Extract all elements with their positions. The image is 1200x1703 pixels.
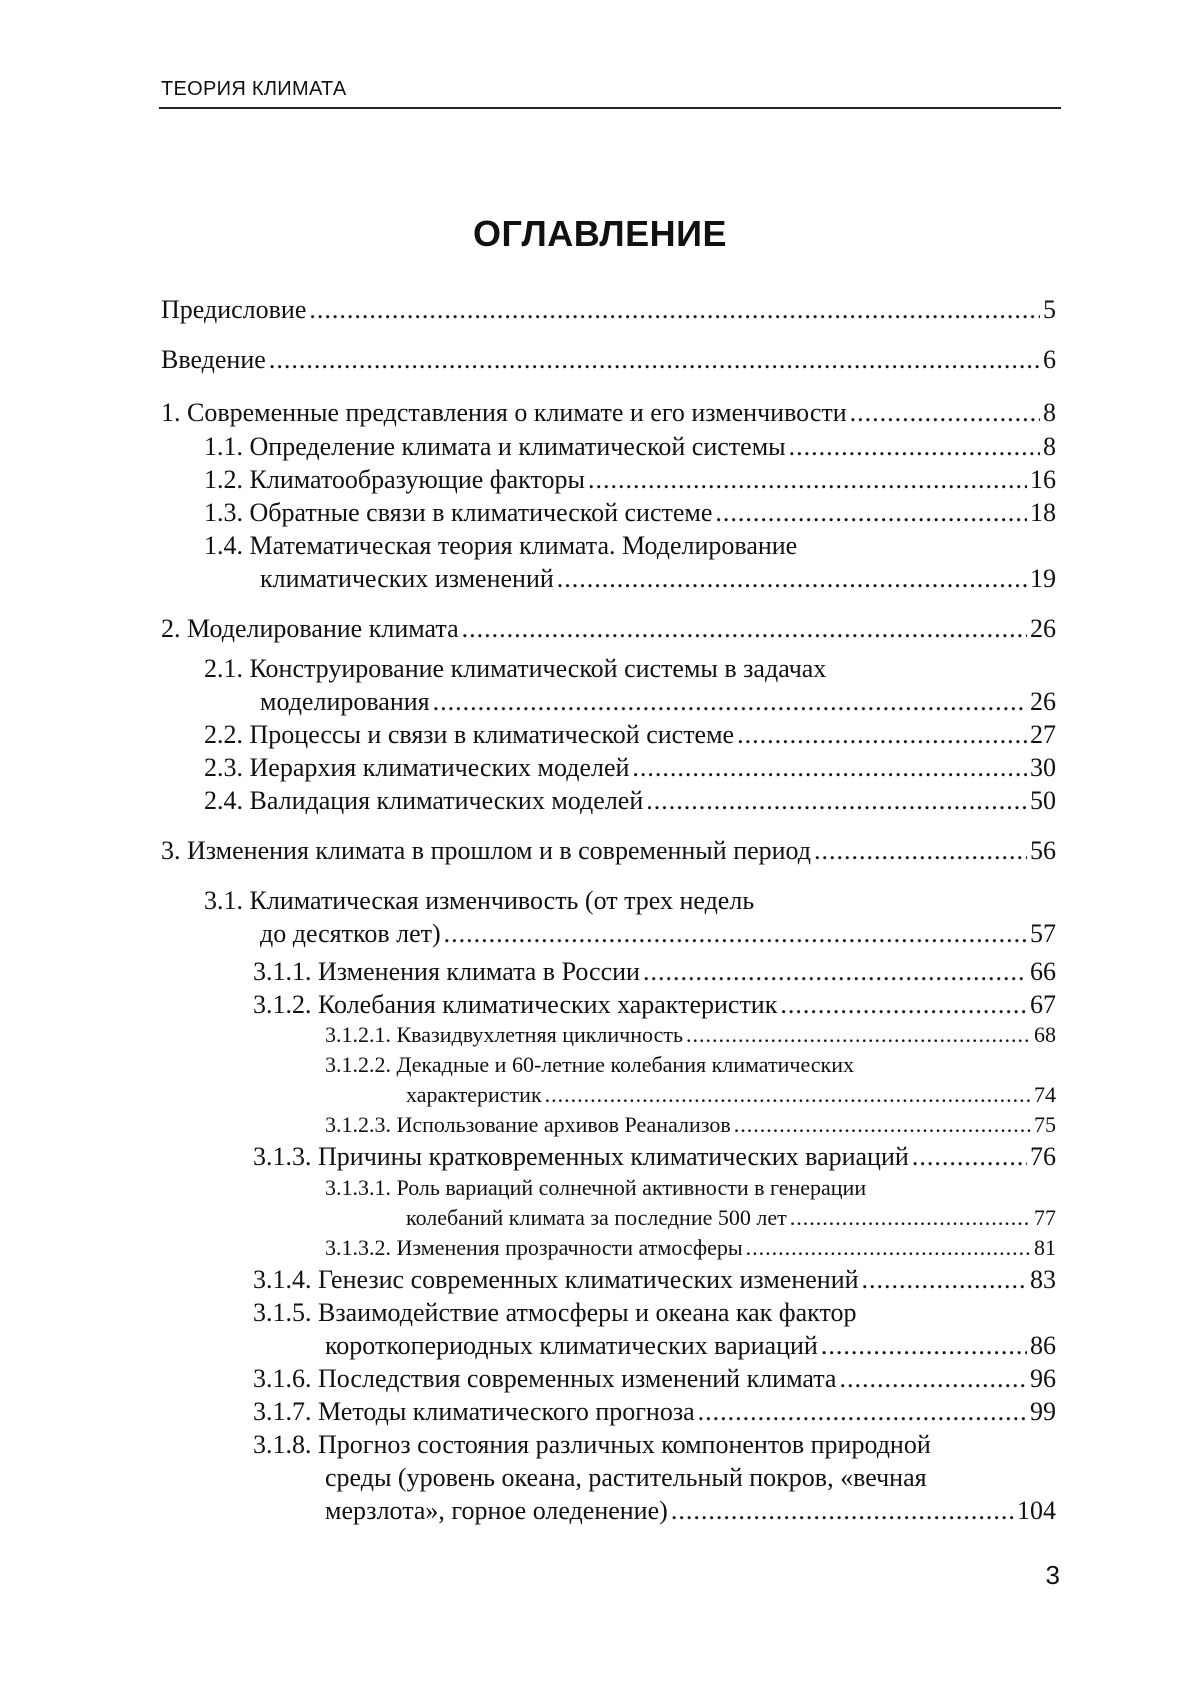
toc-leader-dots [789, 432, 1040, 462]
toc-entry[interactable] [253, 990, 1056, 1020]
toc-entry-title: 3. Изменения климата в прошлом и в современный период [161, 836, 812, 865]
toc-entry-title: 2.2. Процессы и связи в климатической системе [204, 720, 735, 749]
toc-entry-title: характеристик [406, 1082, 542, 1107]
toc-leader-dots [746, 1235, 1031, 1261]
toc-entry-title: 2.3. Иерархия климатических моделей [204, 753, 630, 782]
toc-page-number: 74 [1034, 1082, 1056, 1107]
toc-leader-dots [698, 1397, 1027, 1427]
toc-page-number: 8 [1043, 398, 1056, 427]
toc-entry[interactable] [260, 687, 1056, 717]
toc-leader-dots [814, 836, 1027, 866]
toc-entry[interactable] [204, 465, 1056, 495]
toc-entry-title-line: 3.1.3.1. Роль вариаций солнечной активности в генерации [325, 1175, 867, 1200]
toc-entry-chapter[interactable] [161, 836, 1056, 866]
page-number: 3 [1045, 1560, 1060, 1590]
toc-page-number: 76 [1030, 1142, 1056, 1171]
toc-entry-title: колебаний климата за последние 500 лет [406, 1205, 787, 1230]
toc-entry[interactable] [204, 432, 1056, 462]
toc-entry-title-line: среды (уровень океана, растительный покров, «вечная [325, 1463, 927, 1492]
toc-entry[interactable] [325, 1331, 1056, 1361]
toc-page-number: 68 [1034, 1022, 1056, 1047]
toc-leader-dots [462, 614, 1027, 644]
toc-leader-dots [433, 687, 1027, 717]
toc-leader-dots [850, 398, 1040, 428]
toc-entry-chapter[interactable] [161, 614, 1056, 644]
toc-leader-dots [734, 1112, 1031, 1138]
toc-entry-title-line: 2.1. Конструирование климатической системы в задачах [204, 654, 827, 683]
toc-page-number: 26 [1030, 614, 1056, 643]
toc-page-number: 16 [1030, 465, 1056, 494]
toc-entry-title-line: 3.1.2.2. Декадные и 60-летние колебания климатических [325, 1052, 854, 1077]
toc-page-number: 57 [1030, 919, 1056, 948]
toc-entry[interactable] [253, 957, 1056, 987]
toc-entry-title: 1.1. Определение климата и климатической системы [204, 432, 786, 461]
toc-entry-title-line: 3.1. Климатическая изменчивость (от трех недель [204, 886, 755, 915]
toc-entry[interactable] [204, 720, 1056, 750]
toc-page-number: 99 [1030, 1397, 1056, 1426]
toc-entry-title: 3.1.2.1. Квазидвухлетняя цикличность [325, 1022, 683, 1047]
toc-page-number: 5 [1043, 295, 1056, 324]
toc-leader-dots [643, 957, 1027, 987]
toc-page-number: 8 [1043, 432, 1056, 461]
toc-entry-title-line: 3.1.5. Взаимодействие атмосферы и океана как фактор [253, 1298, 857, 1327]
toc-entry-title: 3.1.7. Методы климатического прогноза [253, 1397, 695, 1426]
toc-entry-title: 1.3. Обратные связи в климатической системе [204, 498, 713, 527]
toc-entry[interactable] [325, 1235, 1056, 1261]
toc-leader-dots [862, 1265, 1027, 1295]
toc-page-number: 26 [1030, 687, 1056, 716]
toc-entry[interactable] [161, 295, 1056, 325]
toc-entry[interactable] [253, 1142, 1056, 1172]
toc-entry-title: 1. Современные представления о климате и его изменчивости [161, 398, 847, 427]
toc-entry-title: мерзлота», горное оледенение) [325, 1496, 668, 1525]
toc-entry-title-line: 3.1.8. Прогноз состояния различных компонентов природной [253, 1430, 931, 1459]
toc-leader-dots [557, 564, 1027, 594]
toc-leader-dots [269, 345, 1040, 375]
toc-entry[interactable] [253, 1397, 1056, 1427]
toc-entry-title: до десятков лет) [260, 919, 441, 948]
toc-leader-dots [671, 1496, 1014, 1526]
toc-entry[interactable] [204, 786, 1056, 816]
toc-page-number: 66 [1030, 957, 1056, 986]
toc-page-number: 104 [1017, 1496, 1056, 1525]
toc-leader-dots [686, 1022, 1031, 1048]
toc-page-number: 67 [1030, 990, 1056, 1019]
toc-entry[interactable] [204, 498, 1056, 528]
toc-entry[interactable] [325, 1112, 1056, 1138]
toc-leader-dots [545, 1082, 1031, 1108]
toc-page-number: 86 [1030, 1331, 1056, 1360]
toc-entry-title: 3.1.3. Причины кратковременных климатических вариаций [253, 1142, 909, 1171]
toc-entry[interactable] [253, 1364, 1056, 1394]
toc-entry-title: короткопериодных климатических вариаций [325, 1331, 818, 1360]
toc-leader-dots [646, 786, 1027, 816]
toc-page-number: 56 [1030, 836, 1056, 865]
toc-leader-dots [737, 720, 1027, 750]
running-head: ТЕОРИЯ КЛИМАТА [161, 78, 347, 100]
header-rule [159, 107, 1061, 109]
toc-entry-title: 1.2. Климатообразующие факторы [204, 465, 585, 494]
toc-leader-dots [715, 498, 1027, 528]
toc-entry[interactable] [260, 564, 1056, 594]
toc-leader-dots [309, 295, 1040, 325]
toc-entry-title: Предисловие [161, 295, 307, 324]
toc-entry[interactable] [325, 1496, 1056, 1526]
toc-entry[interactable] [325, 1022, 1056, 1048]
toc-entry-title-line: 1.4. Математическая теория климата. Моделирование [204, 531, 798, 560]
toc-entry-title: 3.1.2. Колебания климатических характеристик [253, 990, 778, 1019]
toc-entry-title: 3.1.6. Последствия современных изменений климата [253, 1364, 837, 1393]
toc-entry-title: 3.1.3.2. Изменения прозрачности атмосферы [325, 1235, 743, 1260]
toc-page-number: 96 [1030, 1364, 1056, 1393]
page-title: ОГЛАВЛЕНИЕ [472, 213, 728, 254]
toc-page-number: 50 [1030, 786, 1056, 815]
toc-page-number: 77 [1034, 1205, 1056, 1230]
toc-leader-dots [912, 1142, 1027, 1172]
toc-leader-dots [444, 919, 1027, 949]
toc-entry-title: моделирования [260, 687, 430, 716]
toc-entry-title: 2. Моделирование климата [161, 614, 459, 643]
toc-page-number: 30 [1030, 753, 1056, 782]
toc-entry-title: 2.4. Валидация климатических моделей [204, 786, 644, 815]
toc-entry-title: 3.1.1. Изменения климата в России [253, 957, 640, 986]
toc-leader-dots [588, 465, 1027, 495]
toc-leader-dots [821, 1331, 1027, 1361]
toc-entry[interactable] [406, 1082, 1056, 1108]
toc-entry[interactable] [260, 919, 1056, 949]
toc-entry[interactable] [161, 345, 1056, 375]
toc-entry-title: климатических изменений [260, 564, 554, 593]
toc-entry-title: 3.1.4. Генезис современных климатических изменений [253, 1265, 859, 1294]
toc-entry[interactable] [253, 1265, 1056, 1295]
toc-entry[interactable] [406, 1205, 1056, 1231]
toc-entry[interactable] [204, 753, 1056, 783]
toc-page-number: 19 [1030, 564, 1056, 593]
toc-entry-chapter[interactable] [161, 398, 1056, 428]
toc-page-number: 83 [1030, 1265, 1056, 1294]
toc-leader-dots [780, 990, 1027, 1020]
toc-page-number: 6 [1043, 345, 1056, 374]
toc-entry-title: Введение [161, 345, 266, 374]
toc-leader-dots [632, 753, 1027, 783]
toc-page-number: 81 [1034, 1235, 1056, 1260]
toc-page-number: 27 [1030, 720, 1056, 749]
toc-entry-title: 3.1.2.3. Использование архивов Реанализов [325, 1112, 731, 1137]
toc-leader-dots [839, 1364, 1027, 1394]
toc-page-number: 75 [1034, 1112, 1056, 1137]
toc-leader-dots [790, 1205, 1031, 1231]
toc-page-number: 18 [1030, 498, 1056, 527]
